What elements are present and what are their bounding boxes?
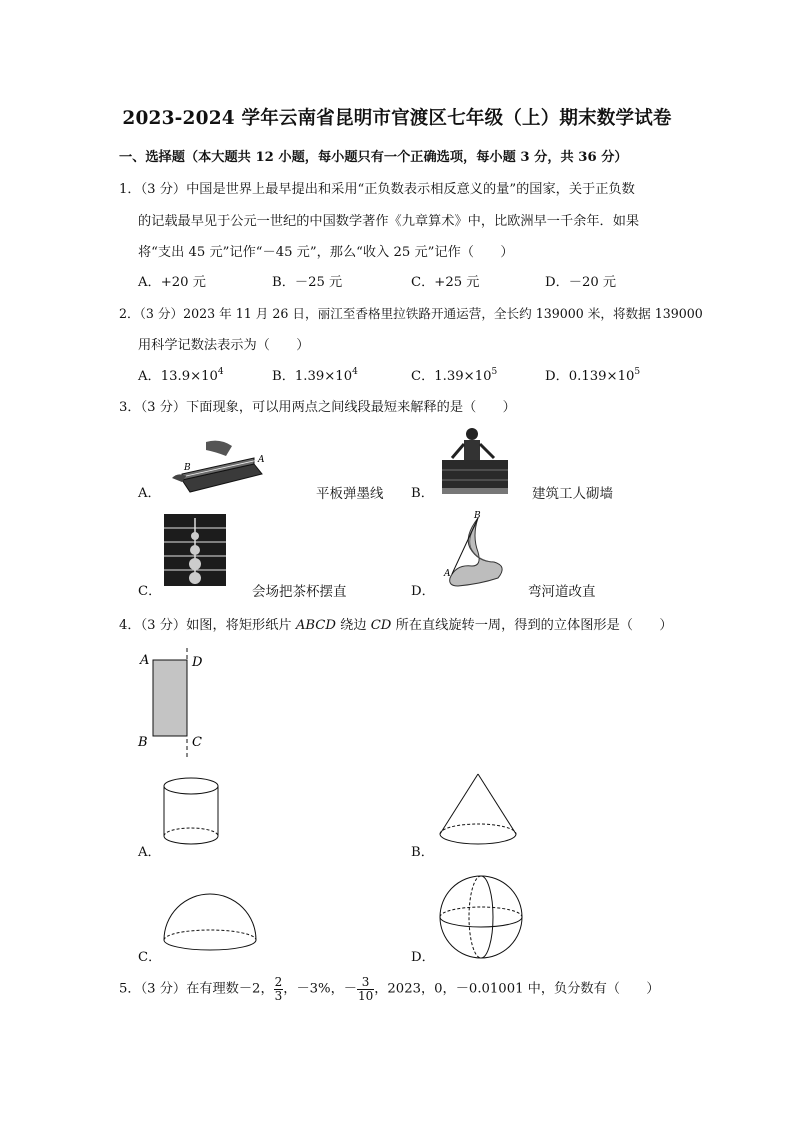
q5-suffix: ，2023，0，－0.01001 中，负分数有（ ） — [374, 981, 660, 997]
q1-line1: 1．（3 分）中国是世界上最早提出和采用“正负数表示相反意义的量”的国家，关于正负数 — [119, 182, 635, 197]
option-letter: B． — [272, 369, 295, 384]
fig-label-a: A — [444, 569, 451, 579]
q2-option-b[interactable] — [272, 365, 358, 384]
q3-option-c-caption: 会场把茶杯摆直 — [252, 584, 347, 600]
q3-option-a-letter[interactable]: A． — [138, 486, 161, 501]
q4-text-c: 所在直线旋转一周，得到的立体图形是（ ） — [391, 618, 673, 633]
q2-line2: 用科学记数法表示为（ ） — [138, 338, 310, 353]
q1-option-a[interactable]: A．+20 元 — [138, 275, 206, 290]
q3-option-d-letter[interactable]: D． — [411, 584, 435, 599]
q1-line2: 的记载最早见于公元一世纪的中国数学著作《九章算术》中，比欧洲早一千余年．如果 — [138, 214, 640, 229]
option-base: 13.9×10 — [160, 369, 218, 384]
q2-option-c[interactable] — [411, 365, 497, 384]
option-exponent: 4 — [217, 367, 224, 377]
fig-label-b: B — [184, 463, 191, 473]
q2-option-d[interactable] — [545, 365, 640, 384]
fig-label-b: B — [474, 511, 481, 521]
q4-option-d-letter[interactable]: D． — [411, 950, 435, 965]
q2-option-a[interactable] — [138, 365, 224, 384]
q1-option-c[interactable]: C．+25 元 — [411, 275, 480, 290]
river-figure — [440, 512, 516, 588]
q3-line1: 3．（3 分）下面现象，可以用两点之间线段最短来解释的是（ ） — [119, 400, 516, 415]
frac-denominator: 3 — [274, 988, 283, 1003]
rectangle-abcd-figure — [136, 648, 216, 760]
frac-numerator: 2 — [274, 975, 283, 989]
fraction-three-tenths — [357, 976, 374, 1002]
cone-icon — [436, 772, 520, 850]
page-title: 2023-2024 学年云南省昆明市官渡区七年级（上）期末数学试卷 — [122, 108, 672, 129]
rect-label-d: D — [192, 655, 203, 670]
q3-option-b-caption: 建筑工人砌墙 — [532, 486, 613, 502]
frac-numerator: 3 — [357, 976, 374, 990]
q3-option-d-caption: 弯河道改直 — [528, 584, 596, 600]
sphere-icon — [438, 874, 524, 960]
fig-label-a: A — [258, 455, 265, 465]
frac-denominator: 10 — [357, 988, 374, 1003]
q4-text-b: 绕边 — [335, 618, 371, 633]
q3-option-a-caption: 平板弹墨线 — [316, 486, 384, 502]
rect-label-a: A — [140, 653, 150, 668]
fraction-two-thirds — [274, 976, 284, 1002]
teacups-figure — [164, 514, 226, 586]
q4-line1 — [119, 614, 673, 633]
section-heading: 一、选择题（本大题共 12 小题，每小题只有一个正确选项，每小题 3 分，共 36 分） — [119, 150, 628, 165]
q3-option-b-letter[interactable]: B． — [411, 486, 434, 501]
option-exponent: 4 — [352, 367, 358, 377]
q4-option-c-letter[interactable]: C． — [138, 950, 162, 965]
q1-option-b[interactable]: B．－25 元 — [272, 275, 343, 290]
bricklayer-figure — [440, 426, 510, 498]
q5-prefix: 5．（3 分）在有理数－2， — [119, 981, 274, 997]
q1-line3: 将“支出 45 元”记作“－45 元”，那么“收入 25 元”记作（ ） — [138, 245, 514, 260]
hemisphere-icon — [162, 890, 258, 956]
rect-label-c: C — [192, 735, 202, 750]
q4-abcd: ABCD — [295, 618, 336, 633]
q2-line1: 2．（3 分）2023 年 11 月 26 日，丽江至香格里拉铁路开通运营，全长约 139000 米，将数据 139000 — [119, 306, 703, 321]
q4-option-b-letter[interactable]: B． — [411, 845, 434, 860]
rect-label-b: B — [138, 735, 148, 750]
q1-option-d[interactable]: D．－20 元 — [545, 275, 617, 290]
option-base: 0.139×10 — [568, 369, 635, 384]
q4-option-a-letter[interactable]: A． — [138, 845, 161, 860]
option-letter: C． — [411, 369, 435, 384]
option-letter: D． — [545, 369, 569, 384]
q4-cd: CD — [370, 618, 392, 633]
q5-line1 — [119, 976, 660, 1002]
option-letter: A． — [138, 369, 161, 384]
option-exponent: 5 — [491, 367, 498, 377]
option-base: 1.39×10 — [434, 369, 492, 384]
option-base: 1.39×10 — [294, 369, 353, 384]
option-exponent: 5 — [634, 367, 641, 377]
q3-option-c-letter[interactable]: C． — [138, 584, 162, 599]
q4-text-a: 4．（3 分）如图，将矩形纸片 — [119, 618, 296, 633]
ink-line-figure — [162, 436, 272, 496]
q5-mid: ，－3%，－ — [283, 981, 357, 997]
cylinder-icon — [160, 776, 222, 848]
